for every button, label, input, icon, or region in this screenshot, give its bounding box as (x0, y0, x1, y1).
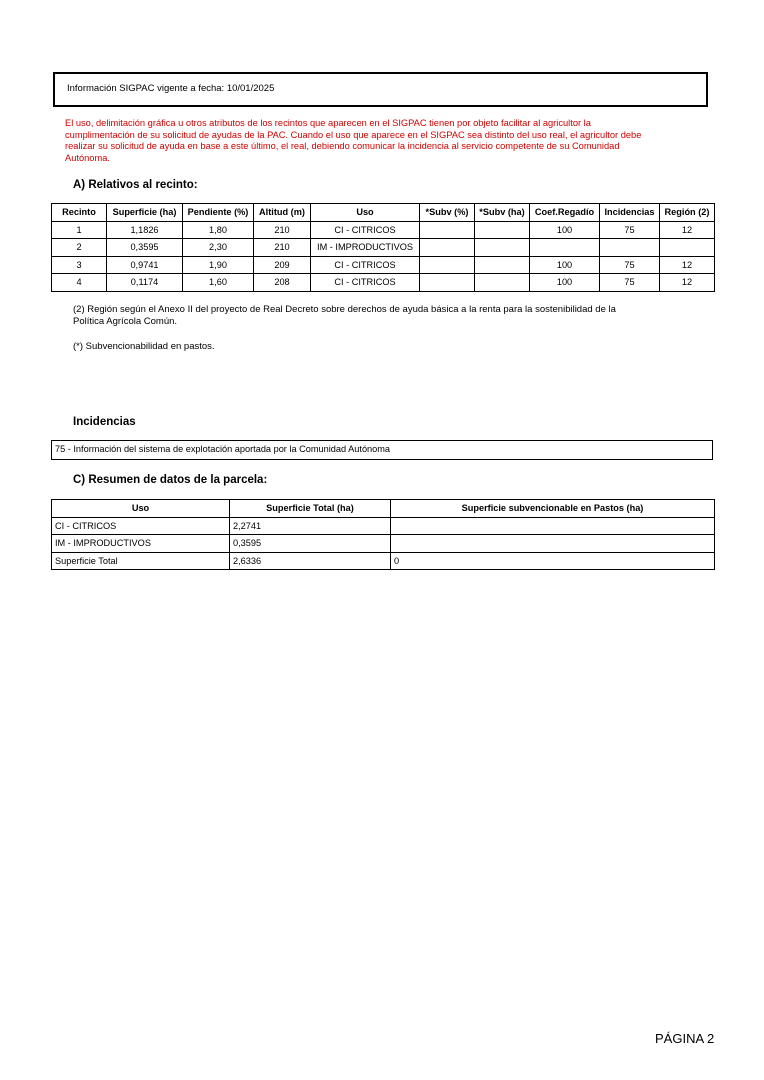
table-row (52, 552, 715, 570)
column-header: *Subv (ha) (475, 204, 530, 222)
warning-line: cumplimentación de su solicitud de ayudas de la PAC. Cuando el uso que aparece en el SIGPAC sea distinto del uso real, el agricultor debe (65, 129, 642, 140)
info-header-box (53, 72, 708, 107)
column-header: Incidencias (600, 204, 660, 222)
table-cell: CI - CITRICOS (52, 517, 230, 535)
table-cell: 12 (660, 274, 715, 292)
table-cell: CI - CITRICOS (311, 256, 420, 274)
table-cell: 0,9741 (107, 256, 183, 274)
table-row (52, 256, 715, 274)
section-a-title: A) Relativos al recinto: (73, 179, 198, 191)
column-header: Superficie subvencionable en Pastos (ha) (391, 500, 715, 518)
table-cell: 210 (254, 239, 311, 257)
column-header: Superficie Total (ha) (230, 500, 391, 518)
page-number: PÁGINA 2 (655, 1031, 715, 1046)
table-cell: 0,3595 (230, 535, 391, 553)
column-header: Uso (52, 500, 230, 518)
table-cell: 1,80 (183, 221, 254, 239)
column-header: Coef.Regadío (530, 204, 600, 222)
table-row (52, 535, 715, 553)
table-cell: 210 (254, 221, 311, 239)
table-cell: 12 (660, 221, 715, 239)
table-cell: CI - CITRICOS (311, 274, 420, 292)
table-cell (420, 239, 475, 257)
table-row (52, 517, 715, 535)
table-cell (660, 239, 715, 257)
table-cell (475, 221, 530, 239)
table-cell: 1,90 (183, 256, 254, 274)
info-header-text: Información SIGPAC vigente a fecha: 10/01/2025 (67, 83, 275, 94)
table-cell: 0 (391, 552, 715, 570)
table-cell: 4 (52, 274, 107, 292)
table-cell: 100 (530, 221, 600, 239)
section-c-title: C) Resumen de datos de la parcela: (73, 474, 268, 486)
table-cell: 0,1174 (107, 274, 183, 292)
table-cell: 0,3595 (107, 239, 183, 257)
table-row (52, 221, 715, 239)
table-cell (475, 274, 530, 292)
table-cell: 208 (254, 274, 311, 292)
table-cell: IM - IMPRODUCTIVOS (311, 239, 420, 257)
table-cell: 1 (52, 221, 107, 239)
column-header: Pendiente (%) (183, 204, 254, 222)
region-note (73, 304, 703, 328)
warning-line: Autónoma. (65, 152, 110, 163)
table-cell (530, 239, 600, 257)
incidencias-box (51, 440, 713, 460)
table-cell (475, 239, 530, 257)
incidencias-title: Incidencias (73, 416, 136, 428)
table-cell: 100 (530, 274, 600, 292)
table-header-row (52, 204, 715, 222)
region-note-line: (2) Región según el Anexo II del proyecto de Real Decreto sobre derechos de ayuda básica a la renta para la sostenibilidad de la (73, 304, 616, 315)
table-cell: 209 (254, 256, 311, 274)
table-cell: 75 (600, 221, 660, 239)
table-cell: 75 (600, 274, 660, 292)
table-cell: CI - CITRICOS (311, 221, 420, 239)
table-row (52, 274, 715, 292)
table-cell (600, 239, 660, 257)
column-header: Altitud (m) (254, 204, 311, 222)
region-note-line: Política Agrícola Común. (73, 316, 178, 327)
warning-text (65, 118, 715, 164)
table-cell (391, 535, 715, 553)
table-cell (420, 274, 475, 292)
table-cell: 1,1826 (107, 221, 183, 239)
subv-note: (*) Subvencionabilidad en pastos. (73, 341, 215, 352)
table-cell: Superficie Total (52, 552, 230, 570)
column-header: Recinto (52, 204, 107, 222)
table-cell: 100 (530, 256, 600, 274)
table-cell (420, 221, 475, 239)
table-cell: 75 (600, 256, 660, 274)
table-cell (391, 517, 715, 535)
table-cell: 2,6336 (230, 552, 391, 570)
table-cell: 12 (660, 256, 715, 274)
table-cell: IM - IMPRODUCTIVOS (52, 535, 230, 553)
table-row (52, 239, 715, 257)
table-cell (475, 256, 530, 274)
column-header: *Subv (%) (420, 204, 475, 222)
table-cell: 2,2741 (230, 517, 391, 535)
summary-table (51, 499, 715, 570)
column-header: Región (2) (660, 204, 715, 222)
table-cell (420, 256, 475, 274)
column-header: Uso (311, 204, 420, 222)
table-header-row (52, 500, 715, 518)
table-cell: 3 (52, 256, 107, 274)
table-cell: 2,30 (183, 239, 254, 257)
table-cell: 2 (52, 239, 107, 257)
warning-line: realizar su solicitud de ayuda en base a este último, el real, debiendo comunicar la incidencia al servicio competente de su Comunidad (65, 141, 620, 151)
warning-line: El uso, delimitación gráfica u otros atributos de los recintos que aparecen en el SIGPAC tienen por objeto facilitar al agricultor la (65, 118, 591, 128)
incidencias-text: 75 - Información del sistema de explotación aportada por la Comunidad Autónoma (55, 444, 391, 454)
table-cell: 1,60 (183, 274, 254, 292)
column-header: Superficie (ha) (107, 204, 183, 222)
recinto-table (51, 203, 715, 292)
